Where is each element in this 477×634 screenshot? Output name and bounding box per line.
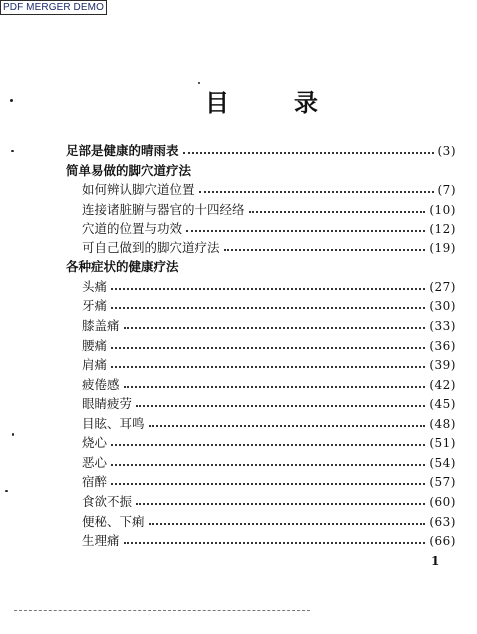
- toc-entry-label: 烧心: [82, 435, 108, 450]
- toc-entry-page: (3): [437, 144, 456, 158]
- toc-entry-page: (36): [429, 339, 456, 353]
- toc-entry-page: (42): [429, 378, 456, 392]
- toc-entry-page: (51): [429, 436, 456, 450]
- toc-entry-label: 恶心: [82, 455, 108, 470]
- toc-section-label: 各种症状的健康疗法: [66, 259, 179, 274]
- toc-entry-page: (63): [429, 515, 456, 529]
- leader-dots: [111, 307, 425, 309]
- toc-entry[interactable]: [82, 474, 456, 490]
- toc-entry-page: (60): [429, 495, 456, 509]
- toc-entry-label: 便秘、下痢: [82, 514, 145, 529]
- toc-entry-label: 膝盖痛: [82, 318, 120, 333]
- toc-section-heading: [66, 163, 456, 179]
- toc-entry-label: 腰痛: [82, 338, 108, 353]
- toc-entry[interactable]: [82, 377, 456, 393]
- toc-entry-page: (66): [429, 534, 456, 548]
- toc-entry-label: 宿醉: [82, 474, 108, 489]
- leader-dots: [124, 542, 426, 544]
- toc-entry-page: (30): [429, 299, 456, 313]
- leader-dots: [124, 327, 426, 329]
- toc-entry-page: (19): [429, 241, 456, 255]
- toc-entry-page: (39): [429, 358, 456, 372]
- toc-entry-label: 目眩、耳鸣: [82, 416, 145, 431]
- toc-entry-label: 疲倦感: [82, 377, 120, 392]
- toc-entry-label: 生理痛: [82, 533, 120, 548]
- toc-entry-label: 肩痛: [82, 357, 108, 372]
- toc-entry-page: (33): [429, 319, 456, 333]
- toc-entry-label: 可自己做到的脚穴道疗法: [82, 240, 220, 255]
- toc-entry[interactable]: [82, 202, 456, 218]
- leader-dots: [136, 405, 425, 407]
- leader-dots: [224, 249, 426, 251]
- toc-entry-page: (12): [429, 222, 456, 236]
- toc-entry[interactable]: [82, 298, 456, 314]
- toc-entry-label: 牙痛: [82, 298, 108, 313]
- leader-dots: [249, 211, 426, 213]
- toc-entry-page: (10): [429, 203, 456, 217]
- leader-dots: [111, 347, 425, 349]
- toc-entry-page: (54): [429, 456, 456, 470]
- leader-dots: [111, 444, 425, 446]
- page-number: 1: [431, 554, 440, 568]
- toc-entry-label: 眼睛疲劳: [82, 396, 133, 411]
- toc-entry[interactable]: [82, 221, 456, 237]
- scan-speck: [10, 99, 13, 102]
- leader-dots: [136, 503, 425, 505]
- leader-dots: [111, 483, 425, 485]
- toc-entry-label: 如何辨认脚穴道位置: [82, 182, 195, 197]
- toc-entry[interactable]: [82, 182, 456, 198]
- toc-entry-label: 穴道的位置与功效: [82, 221, 183, 236]
- leader-dots: [183, 152, 434, 154]
- toc-entry-label: 头痛: [82, 279, 108, 294]
- scan-speck: [5, 490, 8, 492]
- toc-section-label: 简单易做的脚穴道疗法: [66, 163, 192, 178]
- toc-entry-label: 连接诸脏腑与器官的十四经络: [82, 202, 245, 217]
- toc-entry[interactable]: [82, 318, 456, 334]
- toc-entry-page: (48): [429, 417, 456, 431]
- toc-entry-page: (27): [429, 280, 456, 294]
- leader-dots: [124, 386, 426, 388]
- leader-dots: [199, 191, 434, 193]
- toc-entry-page: (7): [437, 183, 456, 197]
- toc-entry[interactable]: [82, 240, 456, 256]
- toc-entry[interactable]: [82, 279, 456, 295]
- leader-dots: [186, 230, 425, 232]
- toc-entry[interactable]: [82, 357, 456, 373]
- scan-speck: [12, 433, 14, 436]
- toc-entry-label: 食欲不振: [82, 494, 133, 509]
- toc-entry[interactable]: [82, 416, 456, 432]
- toc-entry[interactable]: [82, 338, 456, 354]
- title-char-2: 录: [294, 88, 318, 117]
- toc-entry[interactable]: [82, 514, 456, 530]
- toc-entry[interactable]: [66, 143, 456, 159]
- title-char-1: 目: [205, 88, 229, 117]
- leader-dots: [111, 288, 425, 290]
- toc-entry[interactable]: [82, 455, 456, 471]
- leader-dots: [111, 366, 425, 368]
- pdf-merger-watermark: PDF MERGER DEMO: [0, 0, 107, 15]
- toc-entry[interactable]: [82, 396, 456, 412]
- toc-section-heading: [66, 259, 456, 275]
- leader-dots: [149, 425, 426, 427]
- scan-edge-line: [14, 610, 310, 611]
- toc-entry[interactable]: [82, 533, 456, 549]
- leader-dots: [149, 523, 426, 525]
- scan-speck: [198, 82, 200, 84]
- toc-entry-page: (45): [429, 397, 456, 411]
- leader-dots: [111, 464, 425, 466]
- toc-entry[interactable]: [82, 494, 456, 510]
- toc-entry-label: 足部是健康的晴雨表: [66, 143, 179, 158]
- scan-speck: [11, 150, 14, 152]
- toc-entry[interactable]: [82, 435, 456, 451]
- toc-entry-page: (57): [429, 475, 456, 489]
